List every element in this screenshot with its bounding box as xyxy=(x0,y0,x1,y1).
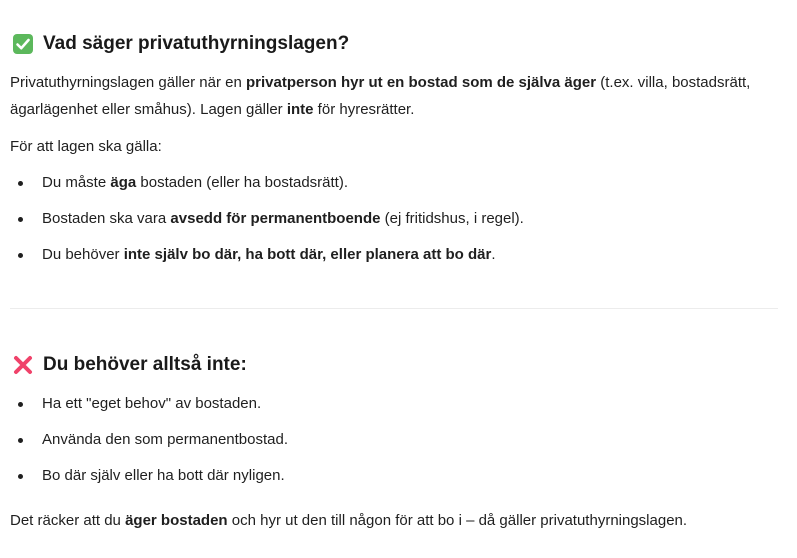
text-run: Det räcker att du xyxy=(10,512,126,529)
bold-text: äger bostaden xyxy=(125,512,228,529)
bold-text: inte xyxy=(206,354,241,375)
check-mark-button-icon xyxy=(12,33,34,55)
section-title: Vad säger privatuthyrningslagen? xyxy=(43,33,350,54)
text-run: Du behöver alltså xyxy=(43,354,207,375)
text-run: . xyxy=(491,246,496,263)
list-item: Ha ett "eget behov" av bostaden. xyxy=(10,386,288,422)
text-run: för hyresrätter. xyxy=(313,101,415,118)
lead-paragraph: För att lagen ska gälla: xyxy=(10,138,162,155)
text-run: Bostaden ska vara xyxy=(42,210,171,227)
section-heading-not-required xyxy=(12,354,247,376)
bold-text: inte själv bo där, ha bott där, eller planera att bo där xyxy=(123,246,492,263)
bold-text: avsedd för permanentboende xyxy=(170,210,381,227)
text-run: Du behöver xyxy=(42,246,124,263)
text-run: och hyr ut den till någon för att bo i – då gäller privatuthyrningslagen. xyxy=(227,512,688,529)
list-item: Använda den som permanentbostad. xyxy=(10,422,288,458)
list-item: Bo där själv eller ha bott där nyligen. xyxy=(10,458,288,494)
conclusion-paragraph xyxy=(10,507,785,534)
not-required-list xyxy=(10,386,288,494)
section-heading-law xyxy=(12,33,349,55)
list-item xyxy=(10,237,524,273)
text-run: (t.ex. villa, bostadsrätt, xyxy=(596,74,751,91)
text-run: : xyxy=(240,354,247,375)
requirements-list xyxy=(10,165,524,273)
horizontal-divider xyxy=(10,308,778,309)
text-run: ägarlägenhet eller småhus). Lagen gäller xyxy=(10,101,287,118)
text-run: Du måste xyxy=(42,174,111,191)
bold-text: privatperson hyr ut en bostad som de själva äger xyxy=(245,74,597,91)
section-title xyxy=(43,354,247,376)
list-item xyxy=(10,201,524,237)
text-run: (ej fritidshus, i regel). xyxy=(380,210,524,227)
list-item xyxy=(10,165,524,201)
bold-text: inte xyxy=(286,101,314,118)
text-run: Privatuthyrningslagen gäller när en xyxy=(10,74,246,91)
bold-text: äga xyxy=(110,174,137,191)
intro-paragraph xyxy=(10,69,785,123)
cross-mark-icon xyxy=(12,354,34,376)
text-run: bostaden (eller ha bostadsrätt). xyxy=(136,174,349,191)
